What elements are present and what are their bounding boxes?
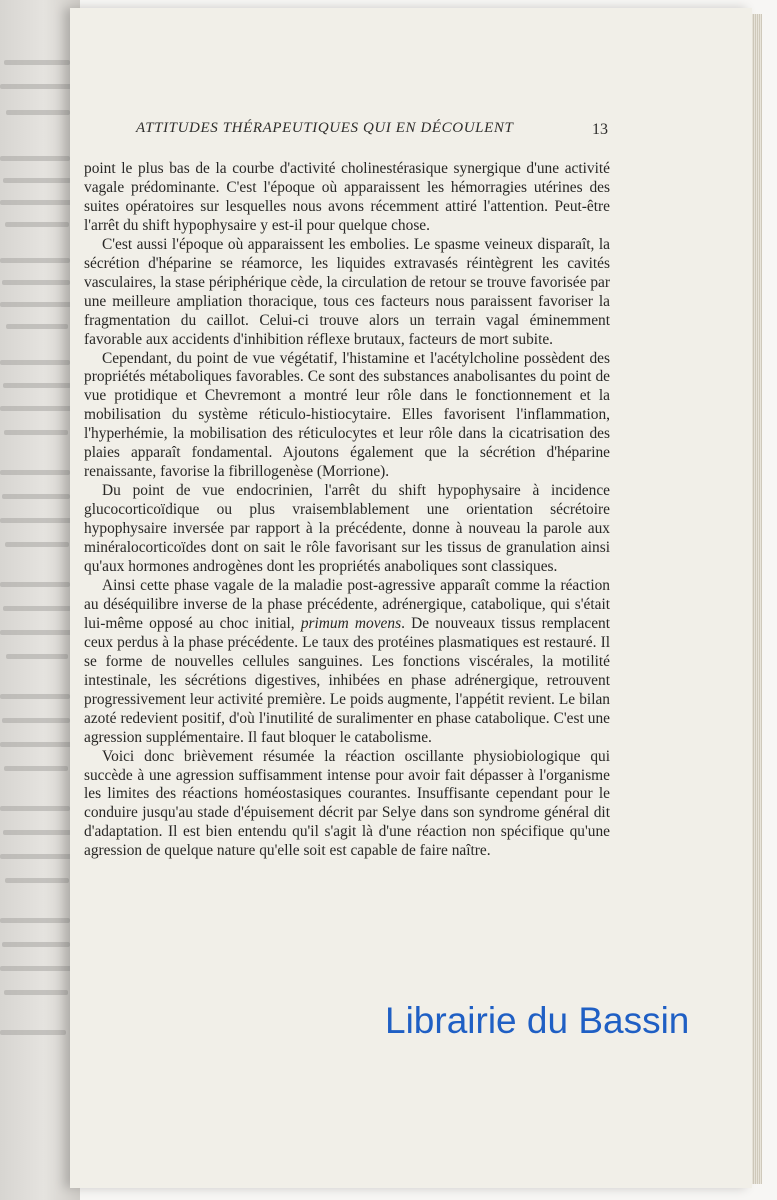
paragraph: C'est aussi l'époque où apparaissent les embolies. Le spasme veineux disparaît, la sécrétion d'héparine se réamorce, les liquides extravasés réintègrent les cavités vasculaires, la stase périphérique cède, la circulation de retour se trouve favorisée par une meilleure ampliation thoracique, tous ces facteurs nous paraissent favoriser la fragmentation du caillot. Celui-ci trouve alors un terrain vagal éminemment favorable aux accidents d'inhibition réflexe brutaux, facteurs de mort subite. [84,235,610,348]
paragraph: Du point de vue endocrinien, l'arrêt du shift hypophysaire à incidence glucocorticoïdique ou plus vraisemblablement une orientation sécrétoire hypophysaire inversée par rapport à la précédente, donne à nouveau la parole aux minéralocorticoïdes dont on sait le rôle favorisant sur les tissus de granulation ainsi qu'aux hormones androgènes dont les propriétés anaboliques sont classiques. [84,482,610,576]
paragraph [84,577,610,748]
watermark: Librairie du Bassin [385,1000,690,1041]
body-text [84,160,610,861]
paragraph-text: Ainsi cette phase vagale de la maladie post-agressive apparaît comme la réaction au déséquilibre inverse de la phase précédente, adrénergique, catabolique, qui s'était lui-même opposé au choc initial, [84,576,610,632]
running-header: ATTITUDES THÉRAPEUTIQUES QUI EN DÉCOULENT [136,120,514,136]
page-number: 13 [592,121,608,138]
previous-page-edge [0,0,80,1200]
paragraph: point le plus bas de la courbe d'activité cholinestérasique synergique d'une activité vagale prédominante. C'est l'époque où apparaissent les hémorragies utérines des suites opératoires sur lesquelles nous avons récemment attiré l'attention. Peut-être l'arrêt du shift hypophysaire y est-il pour quelque chose. [84,160,610,234]
paragraph: Cependant, du point de vue végétatif, l'histamine et l'acétylcholine possèdent des propriétés métaboliques favorables. Ce sont des substances anabolisantes du point de vue protidique et Chevremont a montré leur rôle dans le fonctionnement et la mobilisation du système réticulo-histiocytaire. Elles favorisent l'inflammation, l'hyperhémie, la mobilisation des réticulocytes et leur rôle dans la cicatrisation des plaies apparaît fondamental. Ajoutons également que la sécrétion d'héparine renaissante, favorise la fibrillogenèse (Morrione). [84,349,610,481]
paragraph-text: . De nouveaux tissus remplacent ceux perdus à la phase précédente. Le taux des protéines plasmatiques est restauré. Il se forme de nouvelles cellules sanguines. Les fonctions viscérales, la motilité intestinale, les sécrétions digestives, inhibées en phase adrénergique, retrouvent progressivement leur activité première. Le poids augmente, l'appétit revient. Le bilan azoté redevient positif, d'où l'inutilité de suralimenter en phase catabolique. C'est une agression supplémentaire. Il faut bloquer le catabolisme. [84,614,610,746]
emphasis-text: primum movens [300,614,402,632]
paragraph: Voici donc brièvement résumée la réaction oscillante physiobiologique qui succède à une agression suffisamment intense pour avoir fait dépasser à l'organisme les limites des réactions homéostasiques courantes. Insuffisante cependant pour le conduire jusqu'au stade d'épuisement décrit par Selye dans son syndrome général dit d'adaptation. Il est bien entendu qu'il s'agit là d'une réaction non spécifique qu'une agression de quelque nature qu'elle soit est capable de faire naître. [84,747,610,860]
